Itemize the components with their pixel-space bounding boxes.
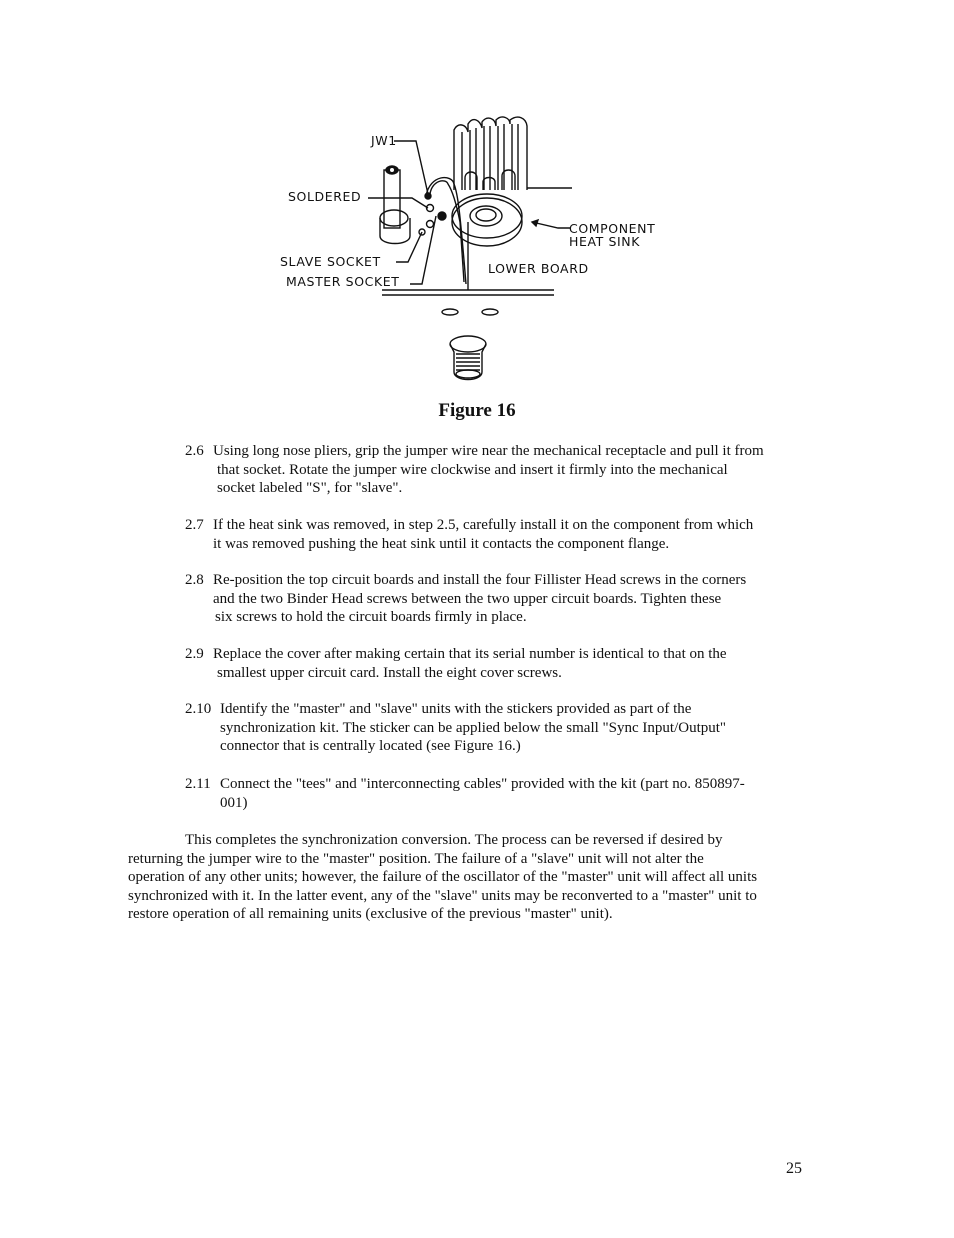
step-number: 2.10	[185, 701, 212, 717]
lower-board-label: LOWER BOARD	[488, 261, 589, 276]
step-line: and the two Binder Head screws between the two upper circuit boards. Tighten these	[213, 590, 722, 607]
slave-socket-label: SLAVE SOCKET	[280, 254, 381, 269]
jumper-diagram-illustration	[270, 112, 670, 392]
paragraph-line: returning the jumper wire to the "master" position. The failure of a "slave" unit will not alter the	[128, 850, 704, 867]
step-line: synchronization kit. The sticker can be applied below the small "Sync Input/Output"	[220, 719, 727, 736]
step-line: it was removed pushing the heat sink until it contacts the component flange.	[213, 535, 670, 552]
jw1-label: JW1	[371, 133, 397, 148]
step-line: six screws to hold the circuit boards firmly in place.	[215, 609, 527, 625]
step-number: 2.6	[185, 443, 204, 459]
page-number: 25	[786, 1160, 802, 1177]
step-number: 2.8	[185, 572, 204, 588]
step-line: 001)	[220, 794, 248, 811]
figure-caption: Figure 16	[438, 400, 516, 421]
step-line: Connect the "tees" and "interconnecting cables" provided with the kit (part no. 850897-	[220, 776, 745, 792]
step-number: 2.7	[185, 517, 204, 533]
step-line: smallest upper circuit card. Install the eight cover screws.	[217, 664, 562, 681]
step-line: If the heat sink was removed, in step 2.5, carefully install it on the component from which	[213, 517, 754, 533]
step-number: 2.11	[185, 776, 211, 792]
paragraph-line: restore operation of all remaining units (exclusive of the previous "master" unit).	[128, 906, 613, 922]
soldered-label: SOLDERED	[288, 189, 362, 204]
closing-paragraph	[128, 831, 828, 924]
step-line: Replace the cover after making certain that its serial number is identical to that on the	[213, 646, 727, 662]
step-line: socket labeled "S", for "slave".	[217, 480, 403, 496]
step-line: Identify the "master" and "slave" units with the stickers provided as part of the	[220, 701, 692, 717]
paragraph-line: synchronized with it. In the latter event, any of the "slave" units may be reconverted to a "master" unit to	[128, 887, 757, 904]
component-label: COMPONENT	[569, 221, 656, 236]
step-number: 2.9	[185, 646, 204, 662]
figure-16-diagram	[270, 112, 670, 392]
step-line: that socket. Rotate the jumper wire clockwise and insert it firmly into the mechanical	[217, 461, 728, 478]
step-line: Using long nose pliers, grip the jumper wire near the mechanical receptacle and pull it from	[213, 443, 764, 459]
paragraph-line: This completes the synchronization conversion. The process can be reversed if desired by	[185, 832, 723, 848]
step-line: Re-position the top circuit boards and install the four Fillister Head screws in the corners	[213, 572, 747, 588]
step-line: connector that is centrally located (see Figure 16.)	[220, 738, 521, 754]
master-socket-label: MASTER SOCKET	[286, 274, 400, 289]
paragraph-line: operation of any other units; however, the failure of the oscillator of the "master" unit will affect all units	[128, 869, 758, 885]
heat-sink-label: HEAT SINK	[569, 234, 641, 249]
